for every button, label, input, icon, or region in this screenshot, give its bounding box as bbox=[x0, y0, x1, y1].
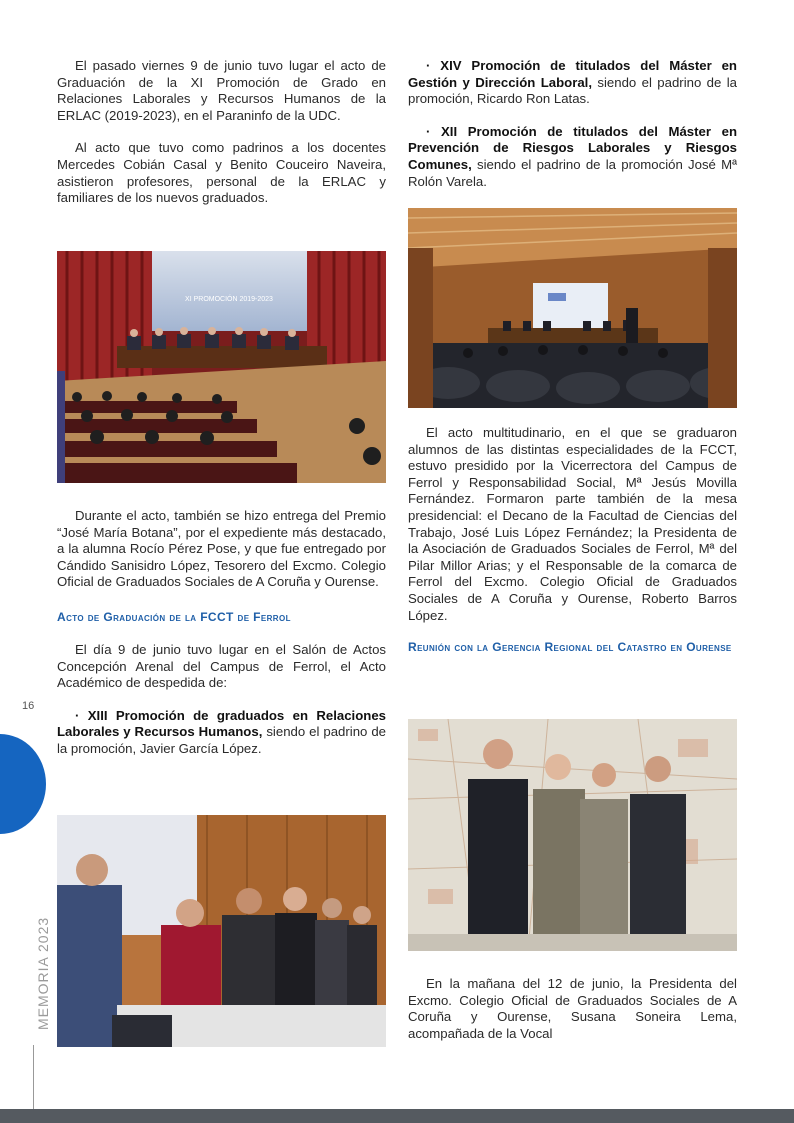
bullet-xiv-promocion bbox=[408, 58, 737, 108]
right-column-middle bbox=[408, 425, 737, 656]
right-column-lower bbox=[408, 976, 737, 1042]
bullet-xiii-title: · XIII Promoción de graduados en Relaciones Laborales y Recursos Humanos, bbox=[57, 707, 386, 740]
side-label-memoria: MEMORIA 2023 bbox=[35, 916, 51, 1030]
bullet-xiii-detail: siendo el padrino de la promoción, Javier García López. bbox=[57, 724, 386, 756]
bullet-xiv-title: · XIV Promoción de titulados del Máster en Gestión y Dirección Laboral, bbox=[408, 58, 737, 90]
section-heading-catastro-ourense: Reunión con la Gerencia Regional del Catastro en Ourense bbox=[408, 640, 732, 655]
section-heading-fcct-ferrol: Acto de Graduación de la FCCT de Ferrol bbox=[57, 609, 291, 624]
side-divider-line bbox=[33, 1045, 34, 1113]
bullet-xiii-promocion bbox=[57, 708, 386, 758]
photo-paraninfo-ceremony bbox=[57, 251, 386, 483]
paragraph-premio-botana: Durante el acto, también se hizo entrega del Premio “José María Botana”, por el expediente más destacado, a la alumna Rocío Pérez Pose, y que fue entregado por Cándido Sanisidro López, Tesorero del Excmo. Colegio Oficial de Graduados Sociales de A Coruña y Ourense. bbox=[57, 508, 386, 590]
bullet-xii-detail: siendo el padrino de la promoción José Mª Rolón Varela. bbox=[408, 156, 737, 189]
bullet-xii-promocion bbox=[408, 124, 737, 190]
right-column bbox=[408, 58, 737, 190]
bullet-xii-title: · XII Promoción de titulados del Máster en Prevención de Riesgos Laborales y Riesgos Comunes, bbox=[408, 123, 737, 172]
blue-side-tab bbox=[0, 734, 46, 834]
footer-bar bbox=[0, 1109, 794, 1123]
paragraph-salon-actos: El día 9 de junio tuvo lugar en el Salón de Actos Concepción Arenal del Campus de Ferrol, el Acto Académico de despedida de: bbox=[57, 641, 386, 691]
photo-catastro-meeting bbox=[408, 719, 737, 951]
left-column bbox=[57, 58, 386, 207]
photo-ferrol-officials bbox=[57, 815, 386, 1047]
left-column-lower bbox=[57, 508, 386, 758]
page-number: 16 bbox=[22, 700, 35, 712]
photo-auditorium-fcct bbox=[408, 208, 737, 408]
paragraph-acto-multitudinario: El acto multitudinario, en el que se graduaron alumnos de las distintas especialidades de la FCCT, estuvo presidido por la Vicerrectora del Campus de Ferrol y Responsabilidad Social, Mª Jesús Movilla Fernández. Formaron parte también de la mesa presidencial: el Decano de la Facultad de Ciencias del Trabajo, José Luis López Fernández; la Presidenta de la Asociación de Graduados Sociales de Ferrol, Mª del Pilar Millor Arias; y el Responsable de la comarca de Ferrol del Excmo. Colegio Oficial de Graduados Sociales de A Coruña y Ourense, Roberto Barros López. bbox=[408, 425, 737, 623]
bullet-xiv-detail: siendo el padrino de la promoción, Ricardo Ron Latas. bbox=[408, 74, 738, 107]
paragraph-padrinos: Al acto que tuvo como padrinos a los docentes Mercedes Cobián Casal y Benito Couceiro Naveira, asistieron profesores, personal de la ERLAC y familiares de los nuevos graduados. bbox=[57, 140, 386, 206]
paragraph-reunion-catastro: En la mañana del 12 de junio, la Presidenta del Excmo. Colegio Oficial de Graduados Sociales de A Coruña y Ourense, Susana Soneira Lema, acompañada de la Vocal bbox=[408, 976, 737, 1041]
screen-caption: XI PROMOCIÓN 2019-2023 bbox=[185, 296, 273, 303]
paragraph-erlac-graduation: El pasado viernes 9 de junio tuvo lugar el acto de Graduación de la XI Promoción de Grado en Relaciones Laborales y Recursos Humanos de la ERLAC (2019-2023), en el Paraninfo de la UDC. bbox=[57, 58, 386, 123]
